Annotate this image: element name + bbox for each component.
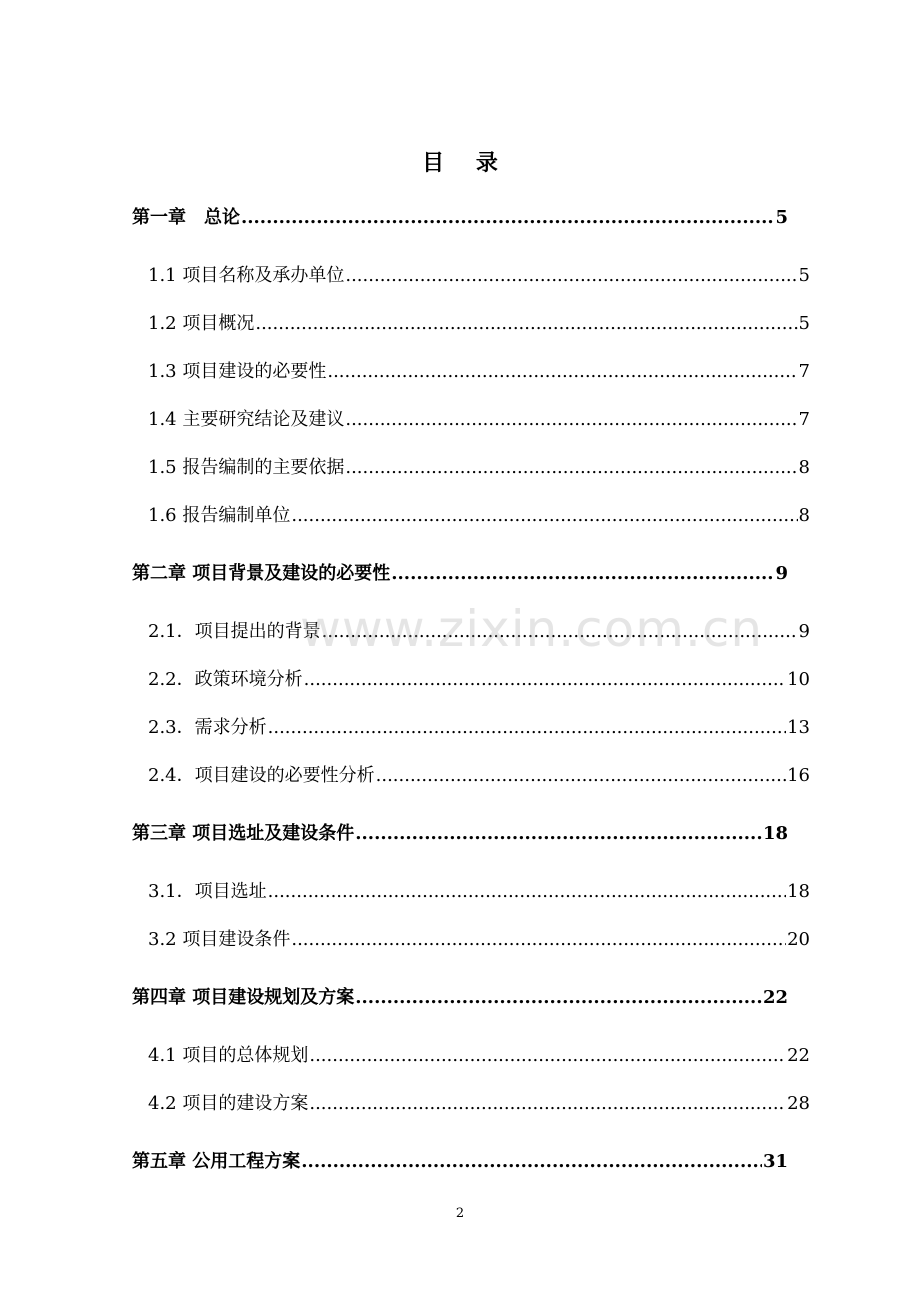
toc-entry-label: 第四章 项目建设规划及方案 [132,987,355,1008]
toc-leader-dots [241,204,774,232]
toc-entry-label: 1.6 报告编制单位 [148,505,291,526]
toc-leader-dots [304,666,786,694]
toc-leader-dots [322,618,798,646]
toc-entry-label: 4.2 项目的建设方案 [148,1093,309,1114]
toc-entry-label: 1.1 项目名称及承办单位 [148,265,345,286]
toc-entry-label: 第一章 总论 [132,207,240,228]
toc-section-entry[interactable] [148,762,810,790]
toc-section-entry[interactable] [148,878,810,906]
toc-section-entry[interactable] [148,454,810,482]
toc-section-entry[interactable] [148,926,810,954]
toc-entry-label: 1.2 项目概况 [148,313,255,334]
toc-entry-page: 5 [775,207,788,228]
toc-entry-page: 5 [798,265,810,286]
toc-entry-label: 3.2 项目建设条件 [148,929,291,950]
toc-entry-page: 31 [762,1151,788,1172]
toc-entry-label: 3.1．项目选址 [148,881,267,902]
toc-section-entry[interactable] [148,406,810,434]
toc-entry-label: 4.1 项目的总体规划 [148,1045,309,1066]
watermark: www.zixin.com.cn [300,600,764,658]
toc-leader-dots [327,358,797,386]
toc-entry-label: 第五章 公用工程方案 [132,1151,301,1172]
toc-entry-page: 7 [798,409,810,430]
page-number: 2 [455,1206,465,1221]
toc-entry-page: 7 [798,361,810,382]
toc-section-entry[interactable] [148,1042,810,1070]
toc-leader-dots [309,1042,786,1070]
toc-entry-page: 5 [798,313,810,334]
page-title: 目 录 [422,150,510,176]
toc-entry-label: 1.5 报告编制的主要依据 [148,457,345,478]
toc-entry-label: 第三章 项目选址及建设条件 [132,823,355,844]
toc-entry-label: 第二章 项目背景及建设的必要性 [132,563,391,584]
toc-entry-page: 9 [798,621,810,642]
toc-chapter-entry[interactable] [132,984,788,1012]
toc-entry-page: 22 [787,1045,810,1066]
toc-entry-page: 13 [787,717,810,738]
toc-leader-dots [291,926,786,954]
toc-leader-dots [255,310,797,338]
toc-entry-label: 2.4．项目建设的必要性分析 [148,765,375,786]
toc-entry-page: 9 [775,563,788,584]
toc-section-entry[interactable] [148,1090,810,1118]
toc-section-entry[interactable] [148,714,810,742]
toc-section-entry[interactable] [148,666,810,694]
toc-leader-dots [391,560,774,588]
toc-entry-label: 1.4 主要研究结论及建议 [148,409,345,430]
toc-section-entry[interactable] [148,358,810,386]
toc-leader-dots [355,984,762,1012]
toc-section-entry[interactable] [148,502,810,530]
toc-section-entry[interactable] [148,262,810,290]
toc-chapter-entry[interactable] [132,560,788,588]
toc-section-entry[interactable] [148,310,810,338]
toc-leader-dots [345,454,797,482]
toc-entry-page: 8 [798,457,810,478]
toc-entry-page: 20 [787,929,810,950]
toc-entry-label: 1.3 项目建设的必要性 [148,361,327,382]
toc-leader-dots [301,1148,762,1176]
toc-leader-dots [376,762,786,790]
toc-leader-dots [309,1090,786,1118]
toc-entry-label: 2.3．需求分析 [148,717,267,738]
toc-leader-dots [268,878,786,906]
toc-entry-page: 16 [787,765,810,786]
toc-entry-page: 28 [787,1093,810,1114]
toc-leader-dots [355,820,762,848]
toc-leader-dots [268,714,786,742]
toc-chapter-entry[interactable] [132,1148,788,1176]
toc-entry-page: 18 [787,881,810,902]
toc-entry-page: 8 [798,505,810,526]
toc-entry-page: 10 [787,669,810,690]
toc-chapter-entry[interactable] [132,820,788,848]
toc-chapter-entry[interactable] [132,204,788,232]
toc-leader-dots [345,262,797,290]
toc-entry-label: 2.2．政策环境分析 [148,669,303,690]
toc-entry-page: 22 [762,987,788,1008]
toc-section-entry[interactable] [148,618,810,646]
toc-entry-page: 18 [762,823,788,844]
toc-leader-dots [291,502,797,530]
toc-leader-dots [345,406,797,434]
toc-entry-label: 2.1．项目提出的背景 [148,621,321,642]
